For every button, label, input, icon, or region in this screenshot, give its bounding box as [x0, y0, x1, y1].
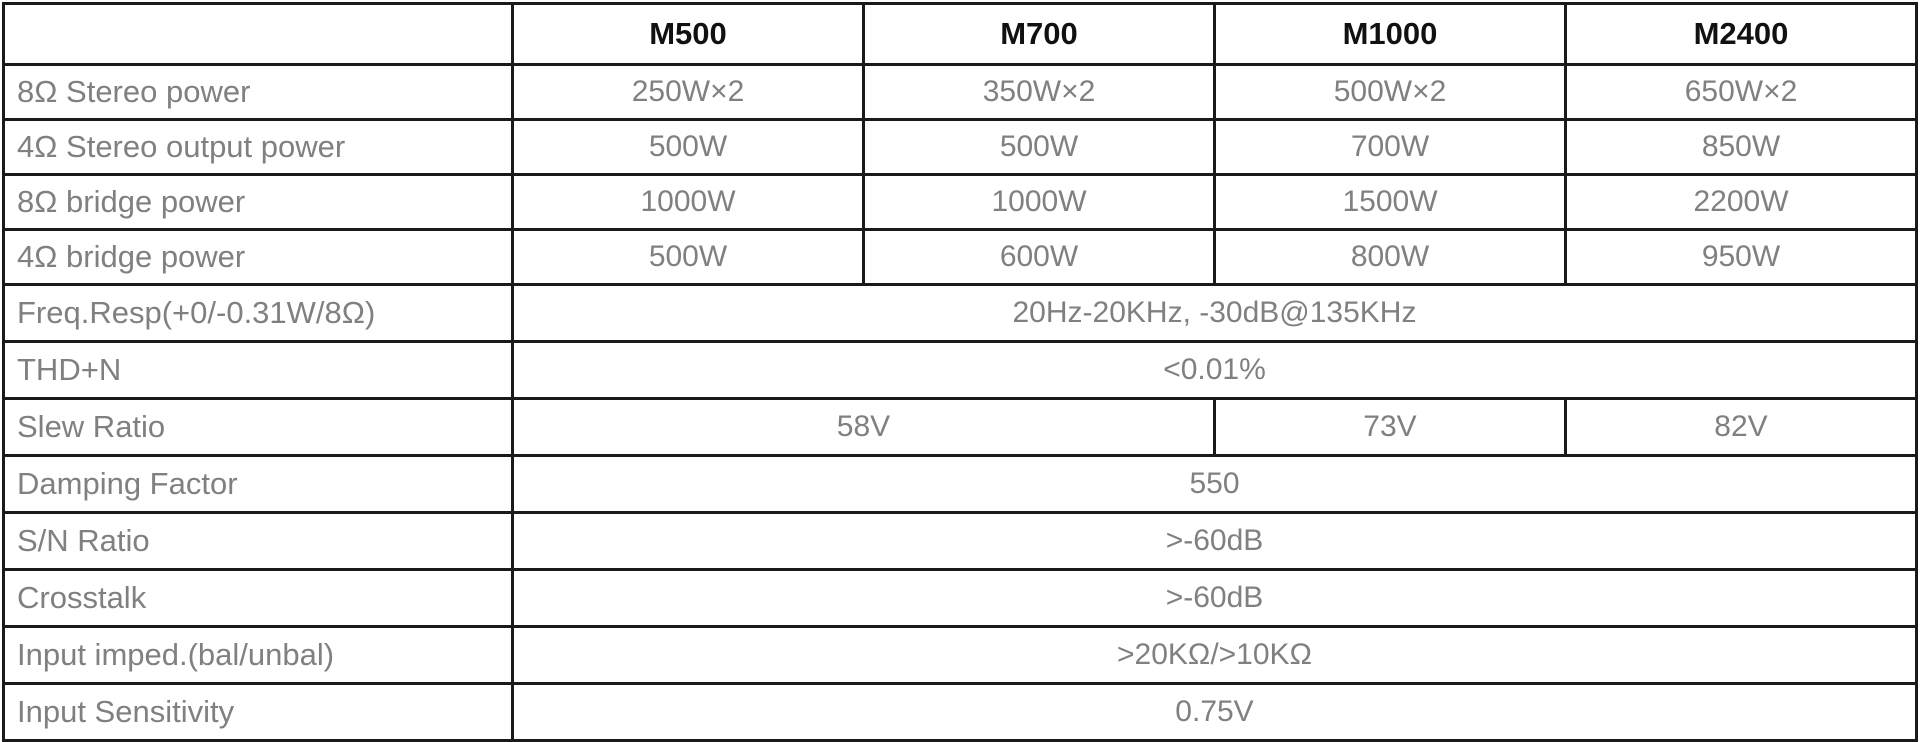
header-corner-cell	[4, 4, 513, 65]
table-cell: 650W×2	[1566, 65, 1917, 120]
table-cell-merged: 550	[513, 456, 1917, 513]
table-row	[4, 513, 1917, 570]
row-label: Slew Ratio	[4, 399, 513, 456]
header-model-m700: M700	[864, 4, 1215, 65]
table-cell: 1000W	[513, 175, 864, 230]
table-row	[4, 456, 1917, 513]
table-cell: 500W	[864, 120, 1215, 175]
header-row	[4, 4, 1917, 65]
table-cell-merged: >20KΩ/>10KΩ	[513, 627, 1917, 684]
table-cell: 500W	[513, 120, 864, 175]
table-cell: 350W×2	[864, 65, 1215, 120]
table-row	[4, 120, 1917, 175]
table-cell-merged: <0.01%	[513, 342, 1917, 399]
row-label: 4Ω bridge power	[4, 230, 513, 285]
table-row	[4, 65, 1917, 120]
table-row	[4, 175, 1917, 230]
table-cell: 500W×2	[1215, 65, 1566, 120]
row-label: Crosstalk	[4, 570, 513, 627]
table-cell: 950W	[1566, 230, 1917, 285]
table-row	[4, 570, 1917, 627]
table-cell: 1500W	[1215, 175, 1566, 230]
table-cell: 2200W	[1566, 175, 1917, 230]
table-cell: 700W	[1215, 120, 1566, 175]
table-cell: 250W×2	[513, 65, 864, 120]
table-cell: 73V	[1215, 399, 1566, 456]
row-label: S/N Ratio	[4, 513, 513, 570]
header-model-m500: M500	[513, 4, 864, 65]
table-cell: 850W	[1566, 120, 1917, 175]
table-cell: 600W	[864, 230, 1215, 285]
row-label: Freq.Resp(+0/-0.31W/8Ω)	[4, 285, 513, 342]
table-cell-merged: >-60dB	[513, 570, 1917, 627]
table-cell-merged: >-60dB	[513, 513, 1917, 570]
table-cell-merged: 0.75V	[513, 684, 1917, 741]
row-label: Input imped.(bal/unbal)	[4, 627, 513, 684]
table-row	[4, 342, 1917, 399]
table-cell-merged: 58V	[513, 399, 1215, 456]
row-label: Input Sensitivity	[4, 684, 513, 741]
row-label: Damping Factor	[4, 456, 513, 513]
spec-table	[2, 2, 1918, 742]
table-cell-merged: 20Hz-20KHz, -30dB@135KHz	[513, 285, 1917, 342]
table-row	[4, 399, 1917, 456]
table-row	[4, 684, 1917, 741]
table-row	[4, 285, 1917, 342]
header-model-m1000: M1000	[1215, 4, 1566, 65]
table-row	[4, 230, 1917, 285]
header-model-m2400: M2400	[1566, 4, 1917, 65]
table-row	[4, 627, 1917, 684]
row-label: 8Ω Stereo power	[4, 65, 513, 120]
row-label: THD+N	[4, 342, 513, 399]
table-cell: 82V	[1566, 399, 1917, 456]
row-label: 4Ω Stereo output power	[4, 120, 513, 175]
table-cell: 800W	[1215, 230, 1566, 285]
table-cell: 1000W	[864, 175, 1215, 230]
table-cell: 500W	[513, 230, 864, 285]
row-label: 8Ω bridge power	[4, 175, 513, 230]
